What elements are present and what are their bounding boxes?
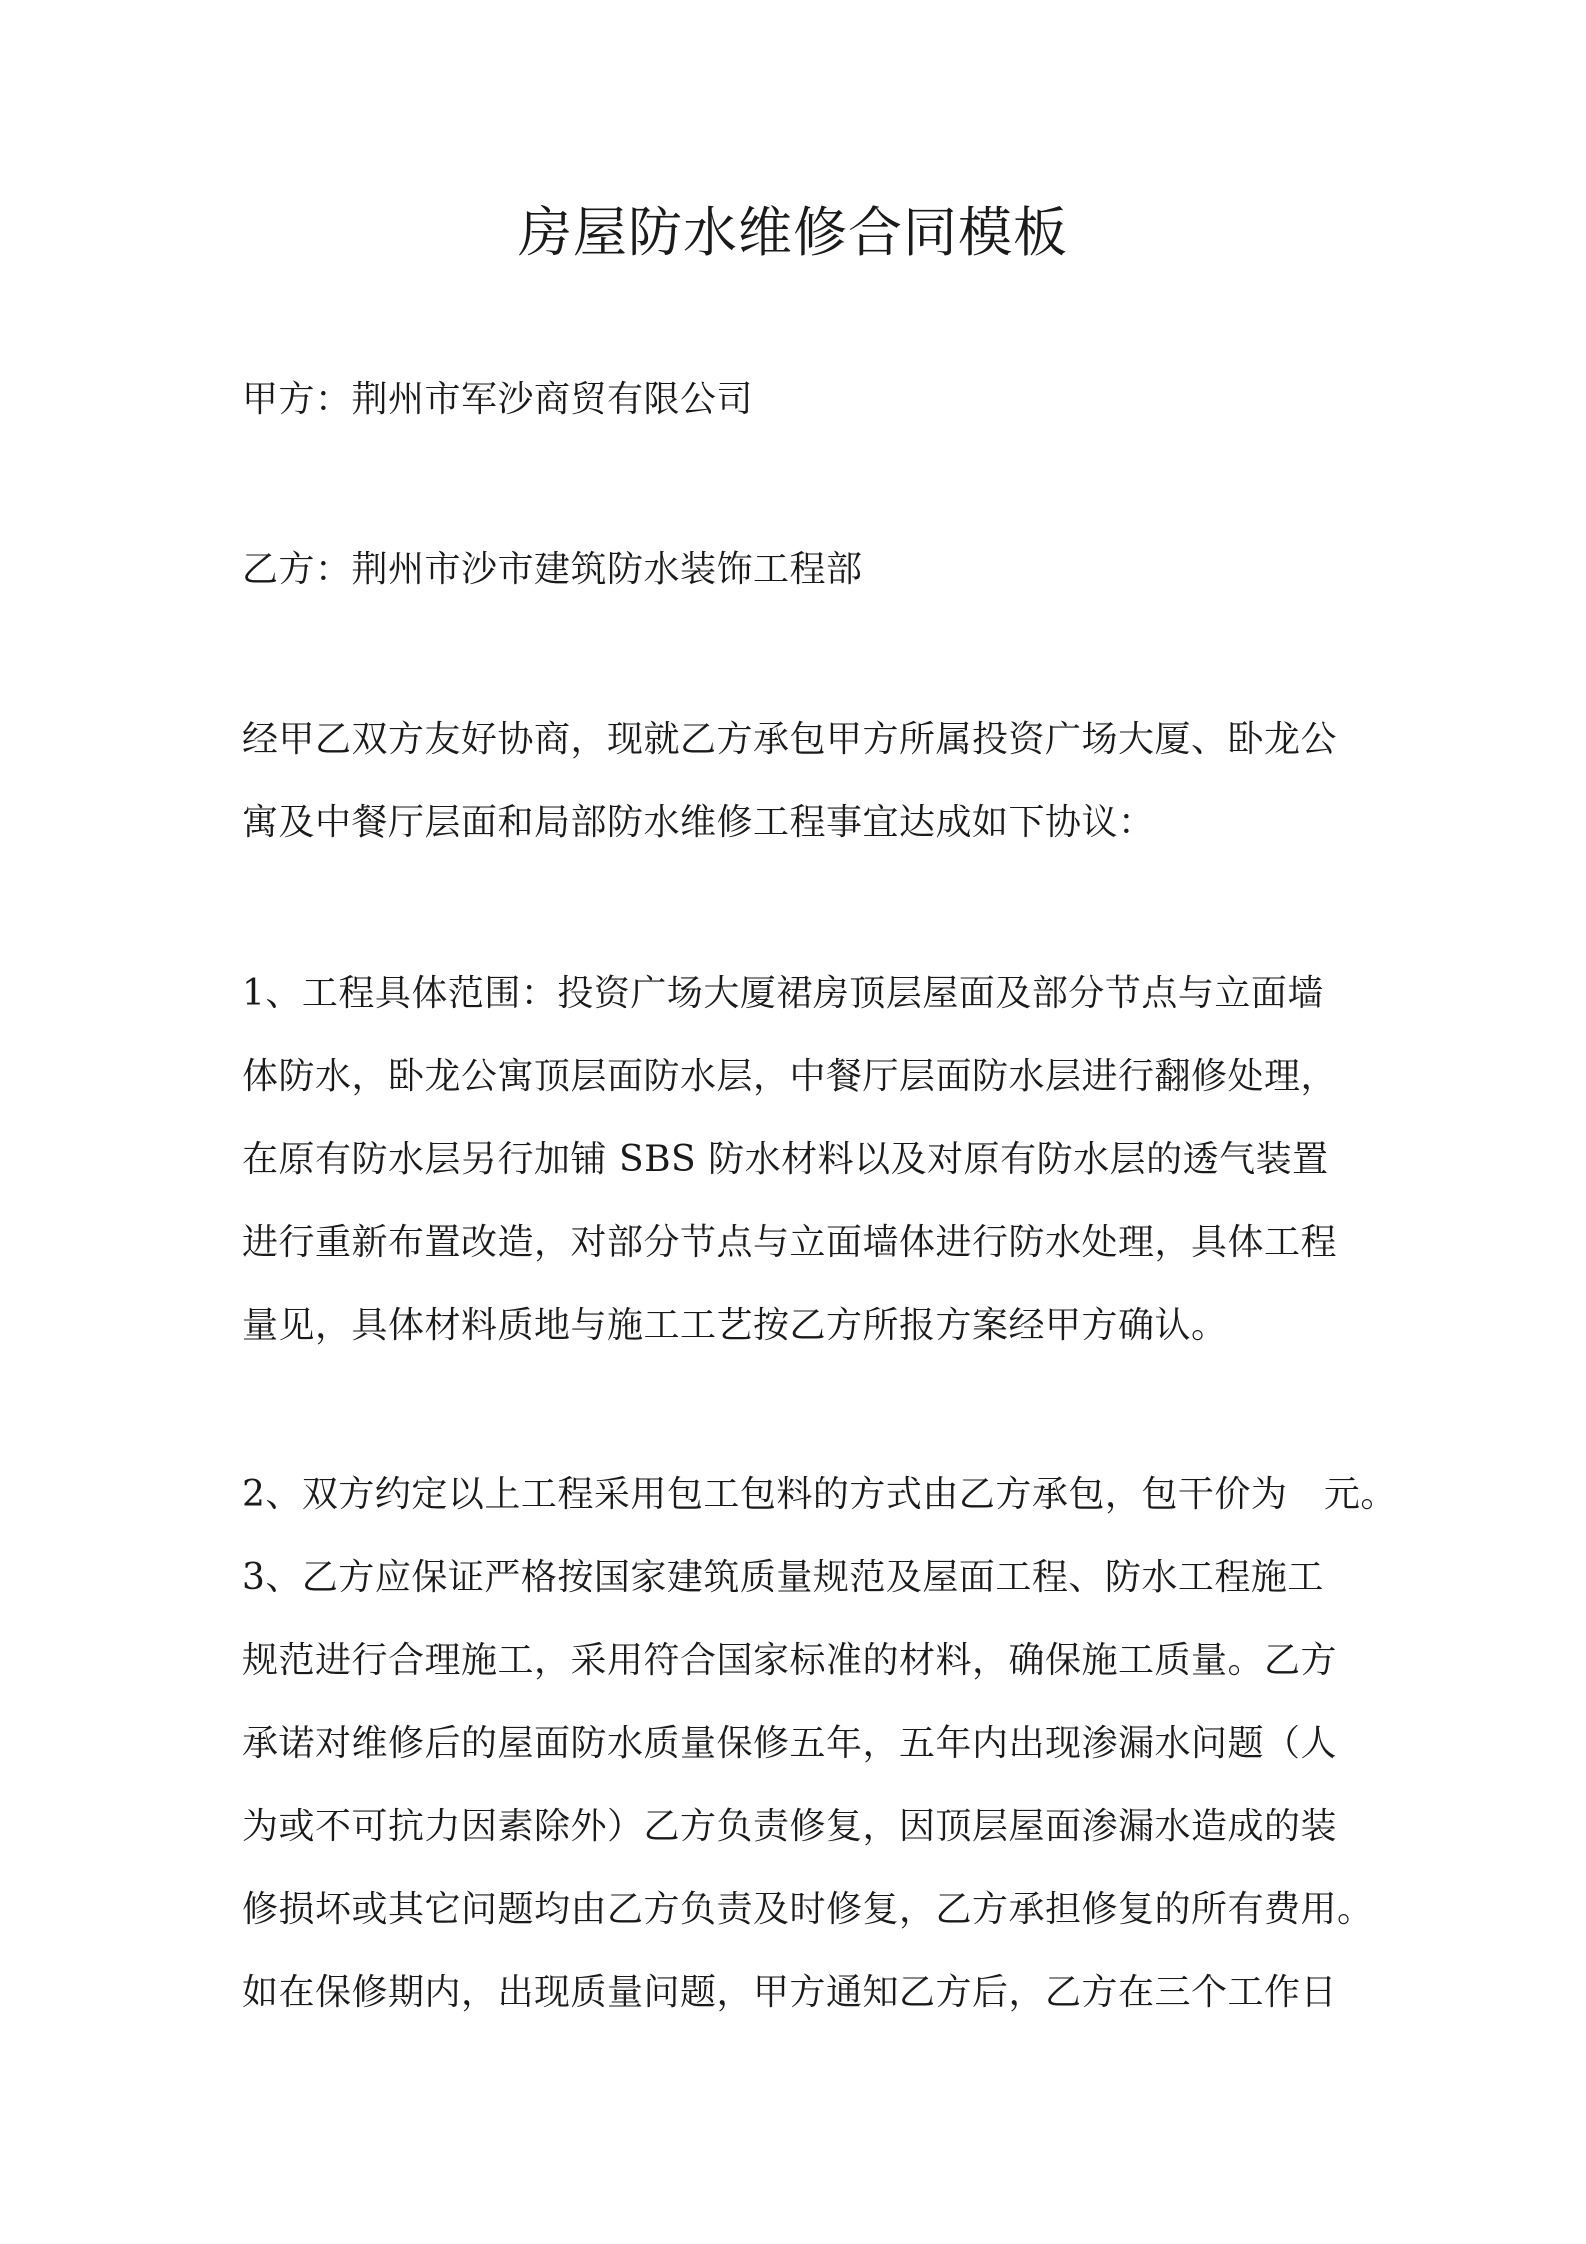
intro-line-1: 经甲乙双方友好协商，现就乙方承包甲方所属投资广场大厦、卧龙公 <box>242 719 1338 760</box>
intro-line-2: 寓及中餐厅层面和局部防水维修工程事宜达成如下协议： <box>242 802 1155 843</box>
clause1-line-2: 体防水，卧龙公寓顶层面防水层，中餐厅层面防水层进行翻修处理， <box>242 1056 1338 1097</box>
document-title: 房屋防水维修合同模板 <box>518 201 1068 264</box>
clause3-line-5: 修损坏或其它问题均由乙方负责及时修复，乙方承担修复的所有费用。 <box>242 1889 1374 1930</box>
clause3-line-3: 承诺对维修后的屋面防水质量保修五年，五年内出现渗漏水问题（人 <box>242 1723 1338 1764</box>
clause3-line-6: 如在保修期内，出现质量问题，甲方通知乙方后，乙方在三个工作日 <box>242 1972 1338 2013</box>
clause3-line-2: 规范进行合理施工，采用符合国家标准的材料，确保施工质量。乙方 <box>242 1640 1338 1681</box>
clause1-line-3: 在原有防水层另行加铺 SBS 防水材料以及对原有防水层的透气装置 <box>242 1139 1329 1180</box>
party-b-line: 乙方：荆州市沙市建筑防水装饰工程部 <box>242 549 863 590</box>
clause3-line-4: 为或不可抗力因素除外）乙方负责修复，因顶层屋面渗漏水造成的装 <box>242 1806 1338 1847</box>
clause3-line-1: 3、乙方应保证严格按国家建筑质量规范及屋面工程、防水工程施工 <box>242 1557 1324 1598</box>
clause2-line: 2、双方约定以上工程采用包工包料的方式由乙方承包，包干价为 元。 <box>242 1474 1397 1515</box>
clause1-line-4: 进行重新布置改造，对部分节点与立面墙体进行防水处理，具体工程 <box>242 1222 1338 1263</box>
clause1-line-5: 量见，具体材料质地与施工工艺按乙方所报方案经甲方确认。 <box>242 1305 1228 1346</box>
clause1-line-1: 1、工程具体范围：投资广场大厦裙房顶层屋面及部分节点与立面墙 <box>242 973 1324 1014</box>
party-a-line: 甲方：荆州市军沙商贸有限公司 <box>242 379 754 420</box>
